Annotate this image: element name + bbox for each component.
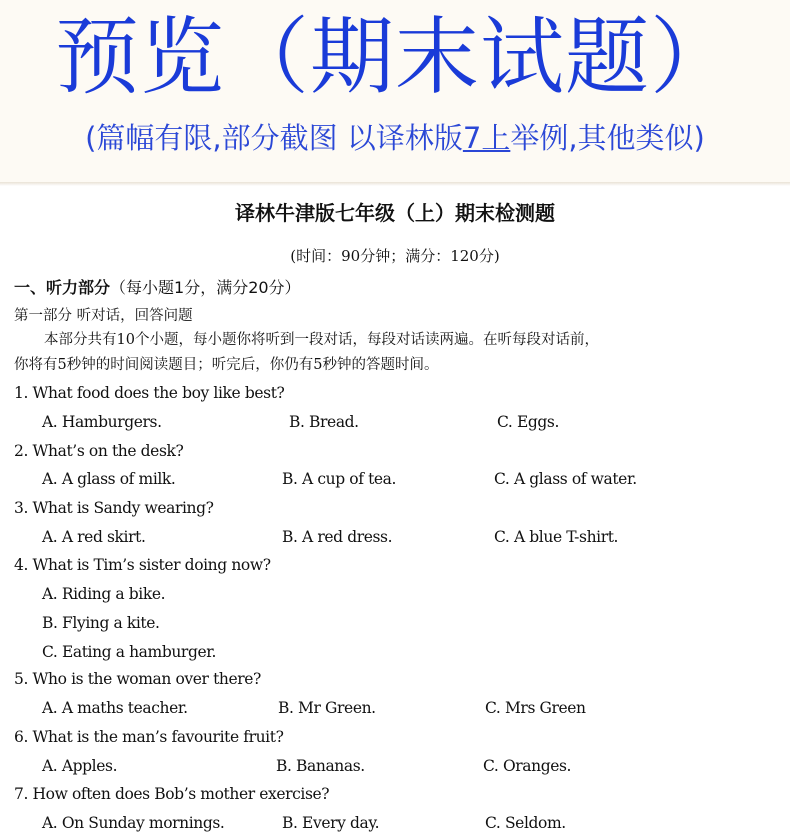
q1-option-c: C. Eggs. xyxy=(497,413,560,431)
q4-option-a: A. Riding a bike. xyxy=(42,585,166,603)
q5-option-a: A. A maths teacher. xyxy=(42,699,188,717)
q2-option-a: A. A glass of milk. xyxy=(42,470,176,488)
question-5: 5. Who is the woman over there? xyxy=(14,670,261,688)
banner-subtitle-link[interactable]: 7上 xyxy=(462,121,511,155)
q4-option-b: B. Flying a kite. xyxy=(42,614,160,632)
question-1: 1. What food does the boy like best? xyxy=(14,384,285,402)
exam-time-score: (时间：90分钟；满分：120分) xyxy=(290,247,500,265)
section-heading xyxy=(14,276,301,300)
section-title: 一、听力部分 xyxy=(14,278,111,297)
question-7: 7. How often does Bob’s mother exercise? xyxy=(14,785,330,803)
part-heading: 第一部分 听对话，回答问题 xyxy=(14,308,193,324)
q1-option-a: A. Hamburgers. xyxy=(42,413,162,431)
preview-banner xyxy=(0,0,790,182)
q7-option-c: C. Seldom. xyxy=(485,814,566,832)
instructions-line-2: 你将有5秒钟的时间阅读题目；听完后，你仍有5秒钟的答题时间。 xyxy=(14,357,439,373)
section-note: （每小题1分，满分20分） xyxy=(110,278,301,297)
banner-title: 预览（期末试题） xyxy=(54,8,735,106)
q7-option-b: B. Every day. xyxy=(282,814,380,832)
q4-option-c: C. Eating a hamburger. xyxy=(42,643,217,661)
question-4: 4. What is Tim’s sister doing now? xyxy=(14,556,271,574)
q6-option-a: A. Apples. xyxy=(42,757,118,775)
question-2: 2. What’s on the desk? xyxy=(14,442,184,460)
question-3: 3. What is Sandy wearing? xyxy=(14,499,214,517)
banner-subtitle-after: 举例,其他类似) xyxy=(510,121,705,155)
banner-divider xyxy=(0,182,790,186)
instructions-line-1: 本部分共有10个小题，每小题你将听到一段对话，每段对话读两遍。在听每段对话前， xyxy=(44,332,599,348)
q2-option-c: C. A glass of water. xyxy=(494,470,637,488)
q7-option-a: A. On Sunday mornings. xyxy=(42,814,225,832)
q2-option-b: B. A cup of tea. xyxy=(282,470,397,488)
banner-subtitle xyxy=(0,118,790,158)
q5-option-c: C. Mrs Green xyxy=(485,699,586,717)
q6-option-c: C. Oranges. xyxy=(483,757,572,775)
banner-subtitle-before: (篇幅有限,部分截图 以译林版 xyxy=(85,121,463,155)
q1-option-b: B. Bread. xyxy=(289,413,359,431)
q3-option-b: B. A red dress. xyxy=(282,528,393,546)
question-6: 6. What is the man’s favourite fruit? xyxy=(14,728,284,746)
q5-option-b: B. Mr Green. xyxy=(278,699,376,717)
q3-option-a: A. A red skirt. xyxy=(42,528,146,546)
q3-option-c: C. A blue T-shirt. xyxy=(494,528,619,546)
q6-option-b: B. Bananas. xyxy=(276,757,365,775)
exam-title: 译林牛津版七年级（上）期末检测题 xyxy=(235,201,555,225)
